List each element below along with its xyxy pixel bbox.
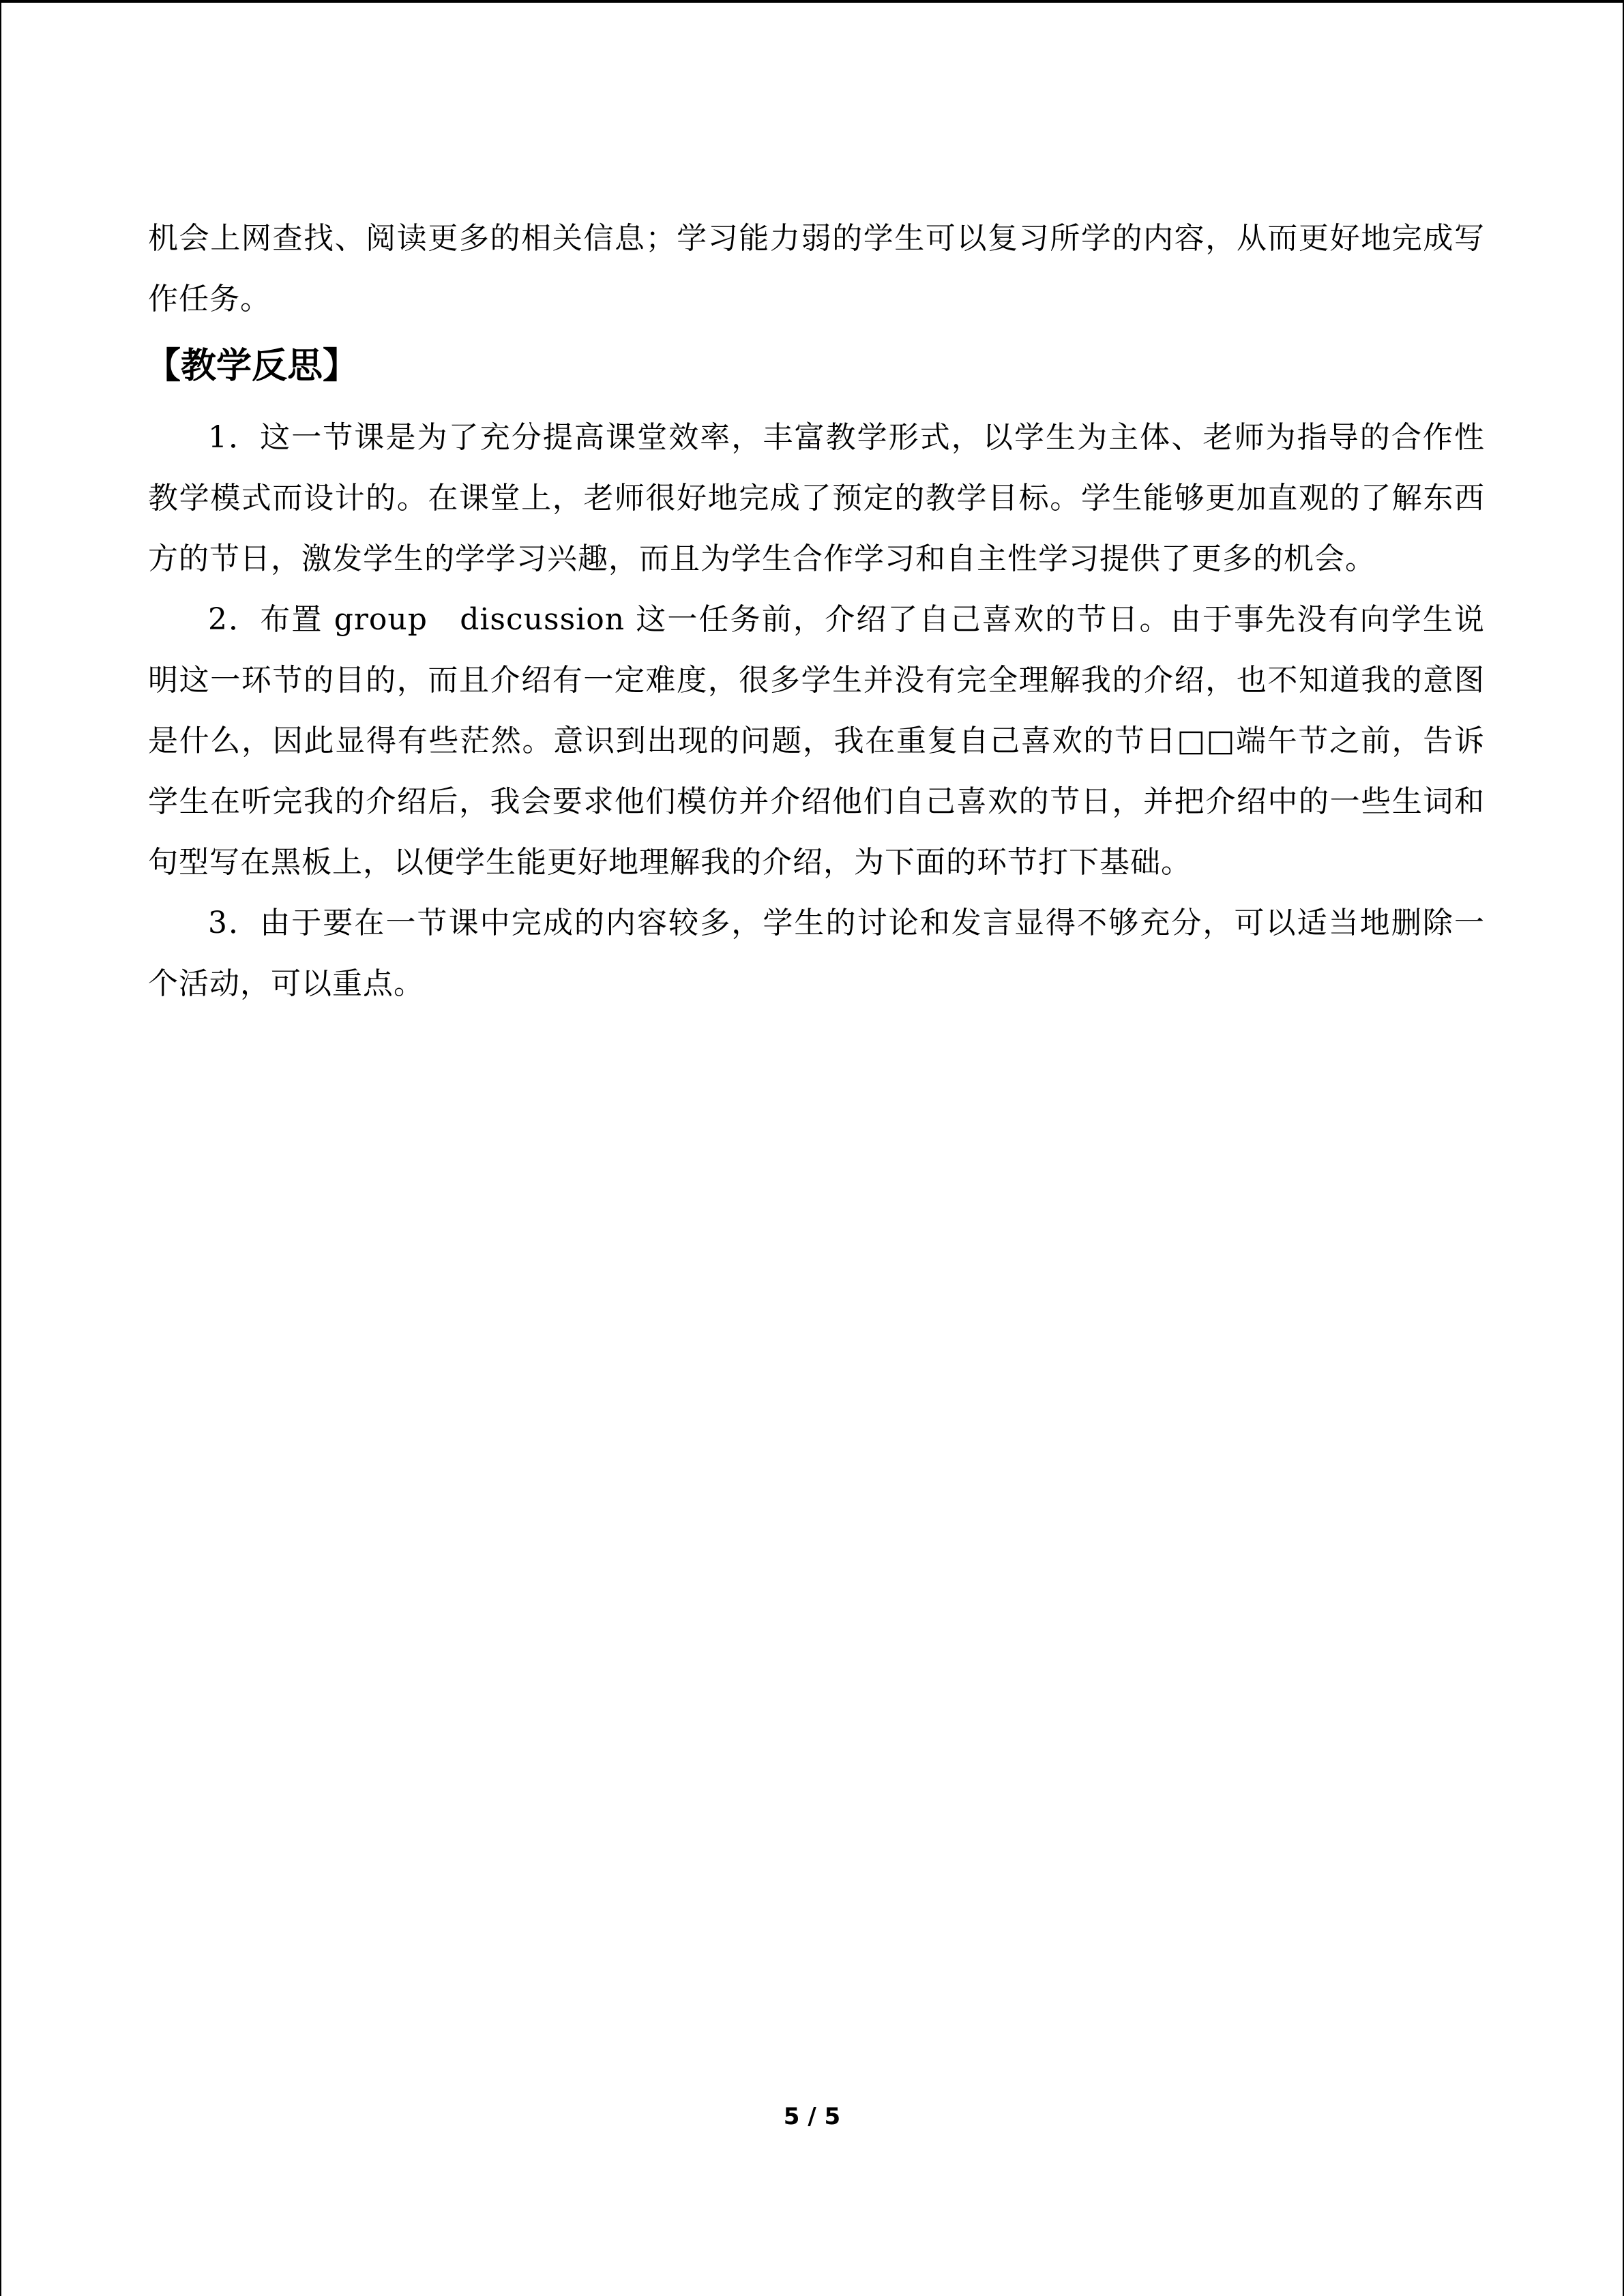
reflection-paragraph-3: 3．由于要在一节课中完成的内容较多，学生的讨论和发言显得不够充分，可以适当地删除一个活动，可以重点。 <box>148 906 1485 1001</box>
page-left-border <box>0 0 1 2296</box>
page-top-border <box>0 0 1624 3</box>
reflection-paragraph-2: 2．布置 group discussion 这一任务前，介绍了自己喜欢的节日。由于事先没有向学生说明这一环节的目的，而且介绍有一定难度，很多学生并没有完全理解我的介绍，也不知道我的意图是什么，因此显得有些茫然。意识到出现的问题，我在重复自己喜欢的节日□□端午节之前，告诉学生在听完我的介绍后，我会要求他们模仿并介绍他们自己喜欢的节日，并把介绍中的一些生词和句型写在黑板上，以便学生能更好地理解我的介绍，为下面的环节打下基础。 <box>148 602 1485 880</box>
page-number: 5 / 5 <box>783 2103 841 2130</box>
reflection-paragraph-1: 1．这一节课是为了充分提高课堂效率，丰富教学形式，以学生为主体、老师为指导的合作性教学模式而设计的。在课堂上，老师很好地完成了预定的教学目标。学生能够更加直观的了解东西方的节日，激发学生的学学习兴趣，而且为学生合作学习和自主性学习提供了更多的机会。 <box>148 420 1485 576</box>
document-body <box>145 208 1485 1014</box>
section-heading: 【教学反思】 <box>145 346 359 387</box>
intro-paragraph: 机会上网查找、阅读更多的相关信息；学习能力弱的学生可以复习所学的内容，从而更好地完成写作任务。 <box>148 221 1485 316</box>
